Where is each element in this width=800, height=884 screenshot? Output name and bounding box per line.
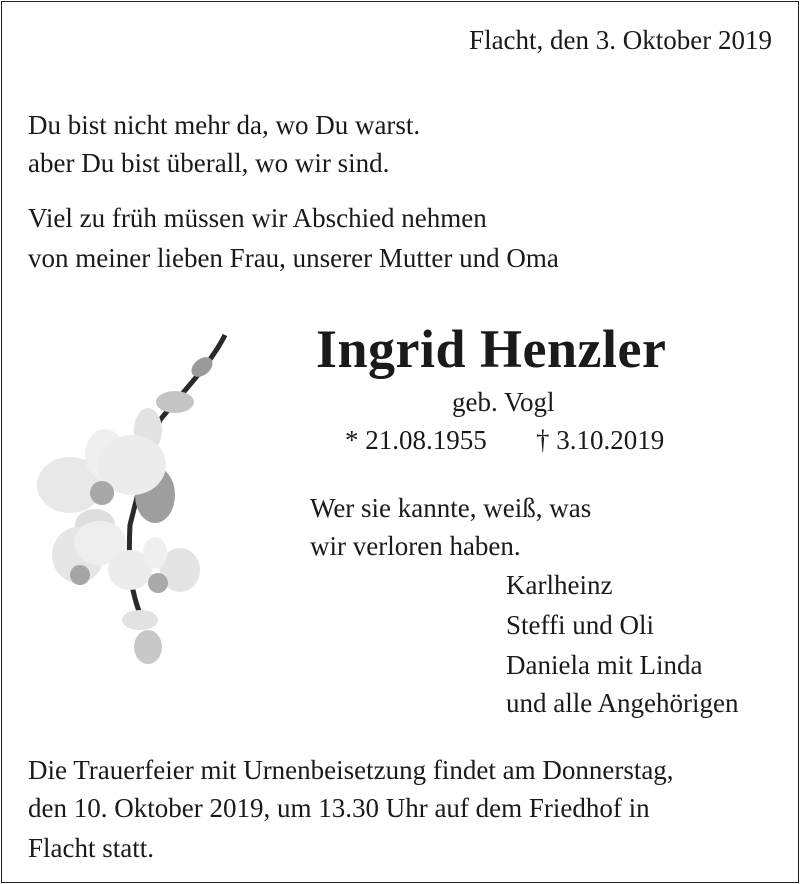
mourner: Steffi und Oli xyxy=(506,610,654,640)
funeral-line: Flacht statt. xyxy=(28,833,154,863)
mourner: Karlheinz xyxy=(506,570,613,600)
birth-date: * 21.08.1955 xyxy=(345,425,487,455)
place-date: Flacht, den 3. Oktober 2019 xyxy=(469,25,772,55)
deceased-name: Ingrid Henzler xyxy=(316,319,667,379)
maiden-name: geb. Vogl xyxy=(452,387,555,417)
death-date: † 3.10.2019 xyxy=(536,425,665,455)
orchid-image xyxy=(30,325,240,670)
intro-line: von meiner lieben Frau, unserer Mutter und Oma xyxy=(28,243,559,273)
funeral-line: den 10. Oktober 2019, um 13.30 Uhr auf dem Friedhof in xyxy=(28,793,650,823)
saying-line: Wer sie kannte, weiß, was xyxy=(310,493,592,523)
saying-line: wir verloren haben. xyxy=(310,531,521,561)
verse-line: aber Du bist überall, wo wir sind. xyxy=(28,148,390,178)
mourner: und alle Angehörigen xyxy=(506,688,739,718)
intro-line: Viel zu früh müssen wir Abschied nehmen xyxy=(28,203,487,233)
funeral-line: Die Trauerfeier mit Urnenbeisetzung findet am Donnerstag, xyxy=(28,755,674,785)
verse-line: Du bist nicht mehr da, wo Du warst. xyxy=(28,110,421,140)
mourner: Daniela mit Linda xyxy=(506,650,703,680)
